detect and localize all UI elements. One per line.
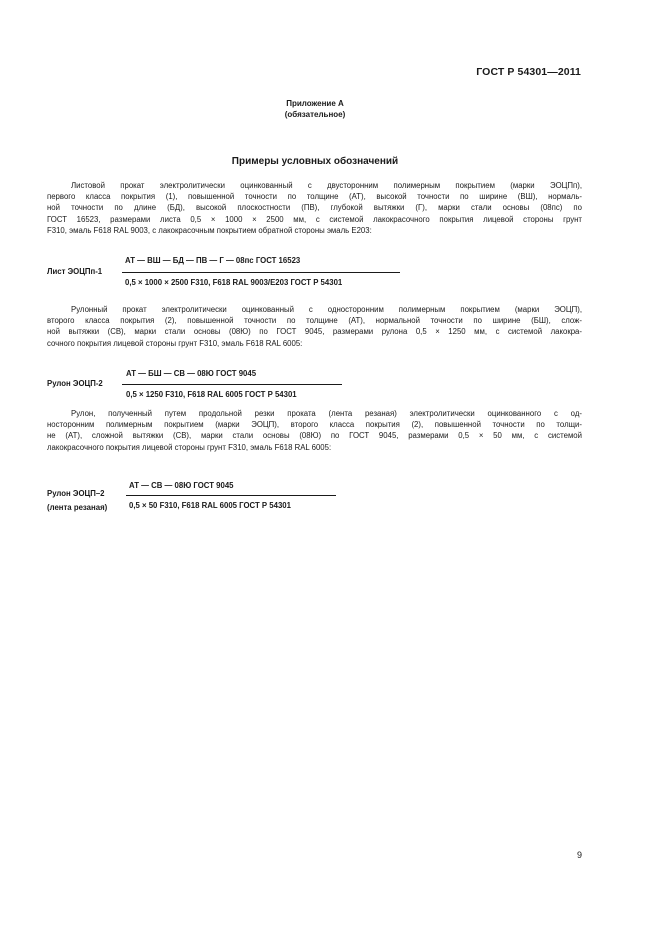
appendix-heading xyxy=(0,98,630,120)
example-paragraph-2 xyxy=(47,304,582,349)
paragraph-line: не (АТ), сложной вытяжки (СВ), марки стали основы (08Ю) по ГОСТ 9045, размерами 0,5 × 50 мм, с системой xyxy=(47,431,582,441)
designation-numerator: АТ — БШ — СВ — 08Ю ГОСТ 9045 xyxy=(126,369,257,378)
paragraph-line: ной вытяжки (СВ), марки стали основы (08Ю) по ГОСТ 9045, размерами рулона 0,5 × 1250 мм, с системой лакокра- xyxy=(47,327,582,337)
section-title: Примеры условных обозначений xyxy=(231,156,399,167)
paragraph-line: лакокрасочного покрытия лицевой стороны грунт F310, эмаль F618 RAL 6005: xyxy=(47,442,332,452)
designation-label: Рулон ЭОЦП–2 xyxy=(47,489,105,498)
fraction-rule xyxy=(122,272,400,273)
appendix-title: Приложение А xyxy=(286,99,344,108)
fraction-rule xyxy=(126,495,336,496)
designation-denominator: 0,5 × 1000 × 2500 F310, F618 RAL 9003/E203 ГОСТ Р 54301 xyxy=(125,278,343,287)
designation-label: Рулон ЭОЦП-2 xyxy=(47,379,103,388)
example-paragraph-3 xyxy=(47,408,582,453)
example-paragraph-1 xyxy=(47,180,582,236)
page-number: 9 xyxy=(576,850,582,860)
designation-denominator: 0,5 × 50 F310, F618 RAL 6005 ГОСТ Р 54301 xyxy=(129,501,291,510)
paragraph-line: ной точности по длине (БД), высокой плоскостности (ПВ), глубокой вытяжки (Г), марки стали основы (08пс) по xyxy=(47,203,582,213)
designation-numerator: АТ — СВ — 08Ю ГОСТ 9045 xyxy=(129,481,234,490)
paragraph-line: первого класса покрытия (1), повышенной точности по толщине (АТ), высокой точности по ширине (ВШ), нормаль- xyxy=(47,192,582,202)
designation-label: Лист ЭОЦПп-1 xyxy=(47,267,103,276)
designation-label-note: (лента резаная) xyxy=(47,503,108,512)
paragraph-line: Листовой прокат электролитически оцинкованный с двусторонним полимерным покрытием (марки ЭОЦПп), xyxy=(71,181,582,190)
paragraph-line: носторонним полимерным покрытием (марки ЭОЦП), второго класса покрытия (2), повышенной точности по толщи- xyxy=(47,420,582,430)
fraction-rule xyxy=(122,384,342,385)
paragraph-line: второго класса покрытия (2), повышенной точности по толщине (АТ), нормальной точности по ширине (БШ), слож- xyxy=(47,316,582,326)
appendix-status: (обязательное) xyxy=(284,110,346,119)
standard-number: ГОСТ Р 54301—2011 xyxy=(476,66,581,78)
designation-numerator: АТ — ВШ — БД — ПВ — Г — 08пс ГОСТ 16523 xyxy=(125,256,301,265)
paragraph-line: F310, эмаль F618 RAL 9003, с лакокрасочным покрытием обратной стороны эмаль Е203: xyxy=(47,225,372,235)
paragraph-line: Рулонный прокат электролитически оцинкованный с односторонним полимерным покрытием (марки ЭОЦП), xyxy=(71,305,582,314)
paragraph-line: сочного покрытия лицевой стороны грунт F310, эмаль F618 RAL 6005: xyxy=(47,338,303,348)
paragraph-line: ГОСТ 16523, размерами листа 0,5 × 1000 × 2500 мм, с системой лакокрасочного покрытия лицевой стороны грунт xyxy=(47,214,582,224)
paragraph-line: Рулон, полученный путем продольной резки проката (лента резаная) электролитически оцинкованного с од- xyxy=(71,409,582,418)
designation-denominator: 0,5 × 1250 F310, F618 RAL 6005 ГОСТ Р 54301 xyxy=(126,390,297,399)
